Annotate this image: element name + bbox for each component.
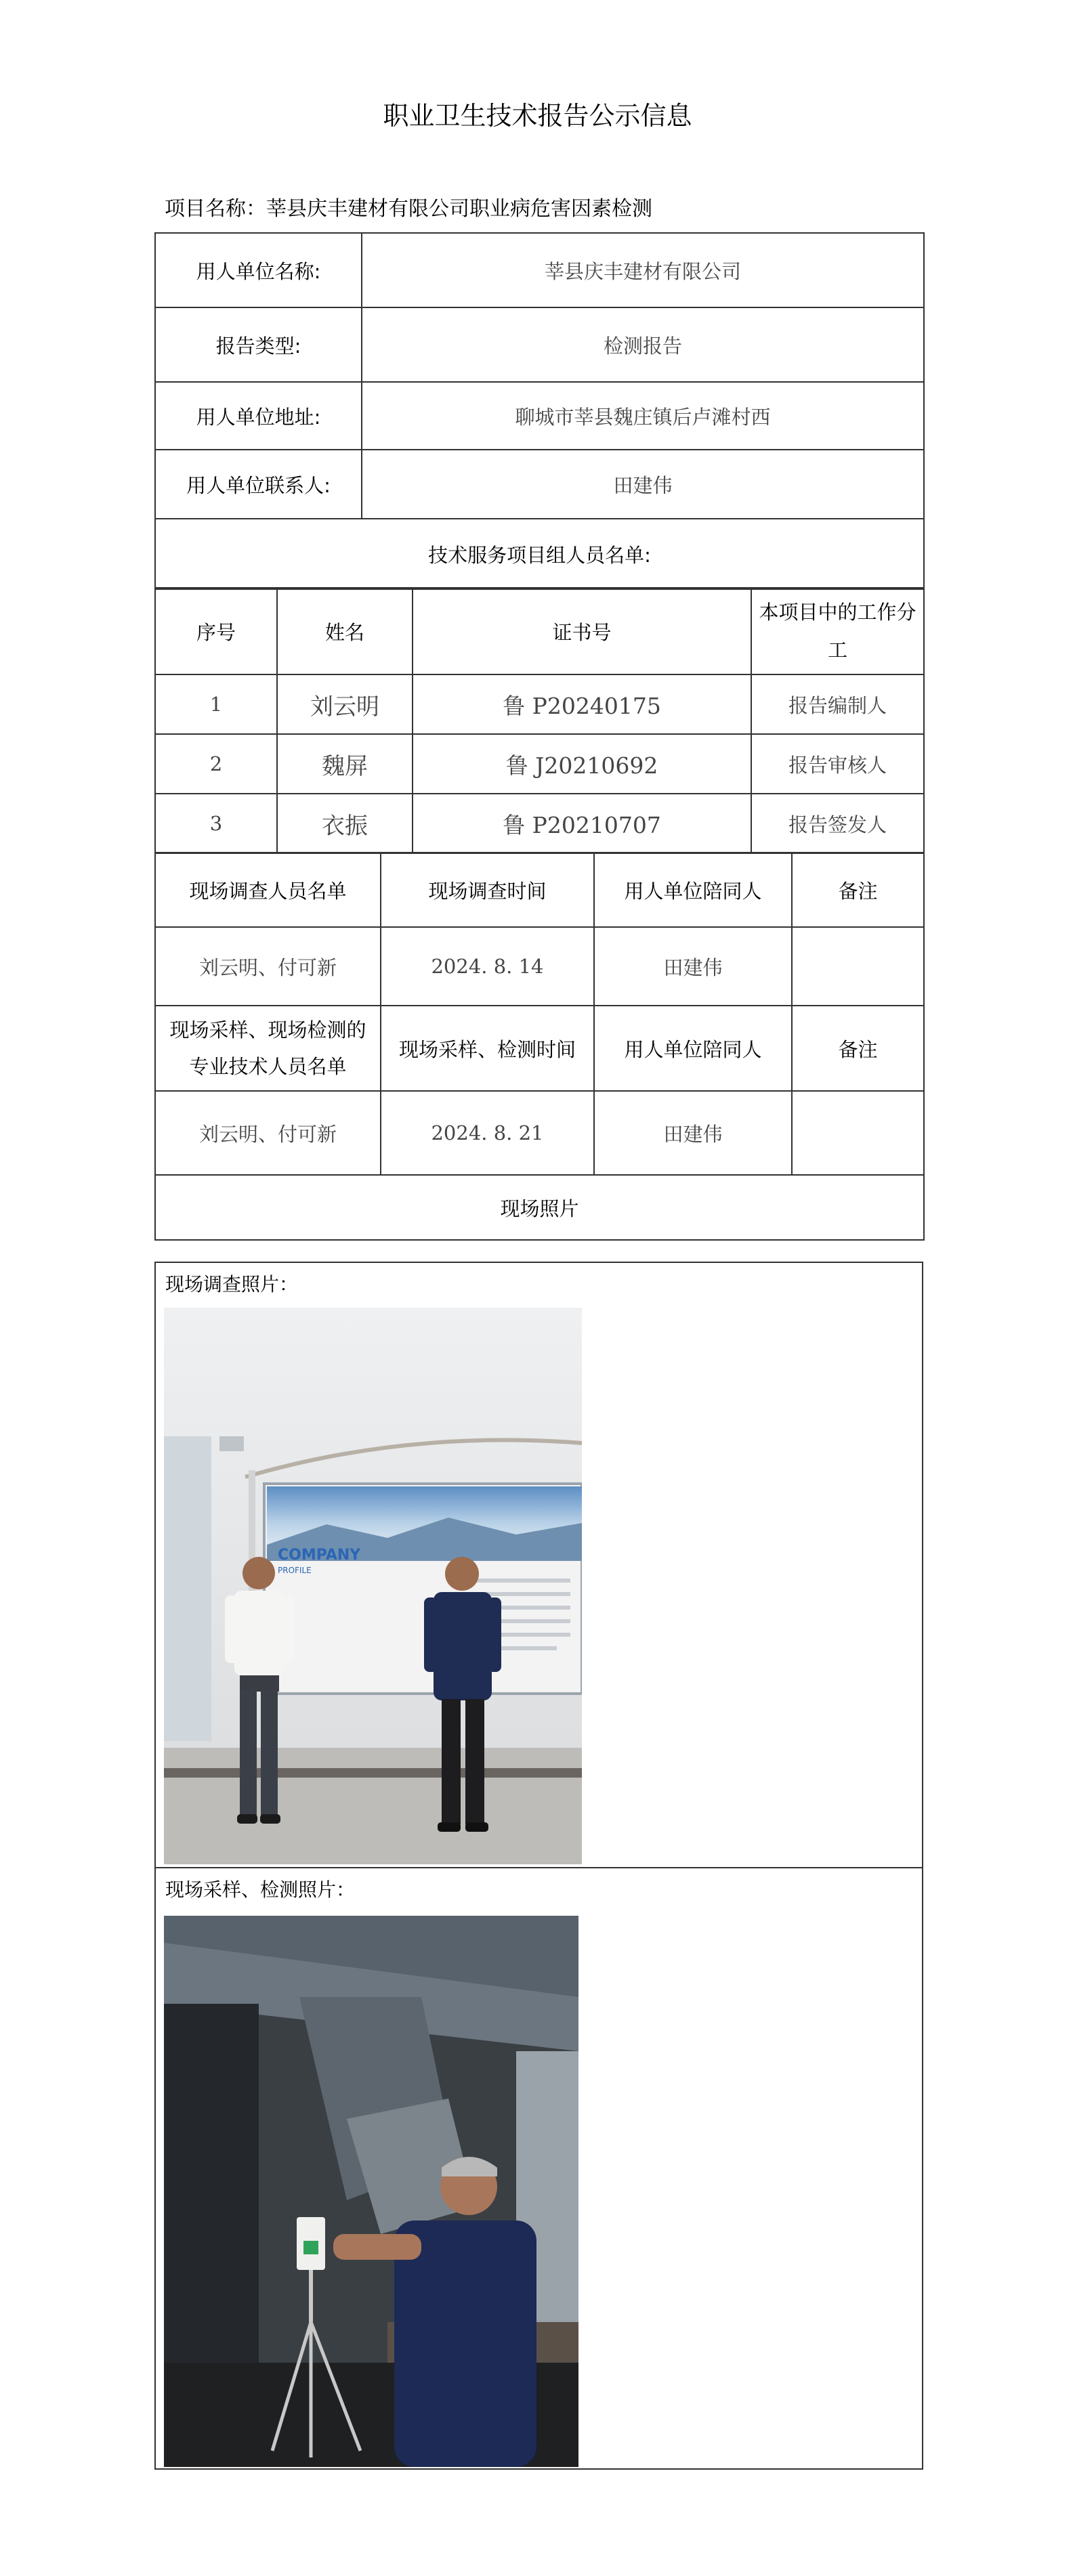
survey-header-escort: 用人单位陪同人: [594, 853, 792, 927]
contact-label: 用人单位联系人:: [155, 450, 362, 519]
team-heading-row: [155, 519, 924, 589]
team-no: 2: [155, 734, 277, 794]
sampling-photo-caption: 现场采样、检测照片：: [165, 1879, 356, 1901]
sampling-header-escort: 用人单位陪同人: [594, 1006, 792, 1091]
photos-heading-row: [155, 1175, 924, 1240]
sampling-photo: [164, 1916, 578, 2467]
sampling-header-staff: 现场采样、现场检测的专业技术人员名单: [155, 1006, 381, 1091]
team-cert-no: 鲁 P20240175: [413, 674, 751, 734]
board-subtext: PROFILE: [278, 1566, 312, 1575]
page-title: 职业卫生技术报告公示信息: [383, 101, 692, 131]
survey-photo-caption: 现场调查照片：: [165, 1273, 299, 1295]
sampling-header-time: 现场采样、检测时间: [381, 1006, 594, 1091]
team-role: 报告审核人: [751, 734, 924, 794]
team-cert-no: 鲁 P20210707: [413, 794, 751, 853]
fieldwork-table: [154, 852, 925, 1241]
address-row: [155, 382, 924, 450]
survey-remark: [792, 927, 924, 1006]
board-text: COMPANY: [278, 1547, 361, 1564]
contact-row: [155, 450, 924, 519]
team-member-name: 衣振: [277, 794, 413, 853]
survey-photo-box: [154, 1262, 923, 1868]
survey-time: 2024. 8. 14: [381, 927, 594, 1006]
report-type-label: 报告类型:: [155, 307, 362, 382]
team-header-role: 本项目中的工作分工: [751, 588, 924, 674]
survey-header-remark: 备注: [792, 853, 924, 927]
contact-value: 田建伟: [362, 450, 924, 519]
team-cert-no: 鲁 J20210692: [413, 734, 751, 794]
team-member-name: 刘云明: [277, 674, 413, 734]
info-table: [154, 232, 925, 590]
team-role: 报告编制人: [751, 674, 924, 734]
photos-heading: 现场照片: [155, 1175, 924, 1240]
survey-staff: 刘云明、付可新: [155, 927, 381, 1006]
table-row: [155, 1091, 924, 1175]
employer-name-row: [155, 233, 924, 307]
team-role: 报告签发人: [751, 794, 924, 853]
survey-header-time: 现场调查时间: [381, 853, 594, 927]
table-row: [155, 794, 924, 853]
survey-header-staff: 现场调查人员名单: [155, 853, 381, 927]
sampling-remark: [792, 1091, 924, 1175]
survey-escort: 田建伟: [594, 927, 792, 1006]
table-row: [155, 927, 924, 1006]
address-label: 用人单位地址:: [155, 382, 362, 450]
team-table: [154, 587, 925, 854]
team-heading: 技术服务项目组人员名单:: [155, 519, 924, 589]
project-label: 项目名称：: [165, 197, 266, 221]
team-no: 1: [155, 674, 277, 734]
team-header-row: [155, 588, 924, 674]
sampling-header-row: [155, 1006, 924, 1091]
report-type-value: 检测报告: [362, 307, 924, 382]
survey-photo: [164, 1308, 582, 1864]
project-name: [165, 192, 652, 221]
table-row: [155, 674, 924, 734]
report-type-row: [155, 307, 924, 382]
table-row: [155, 734, 924, 794]
address-value: 聊城市莘县魏庄镇后卢滩村西: [362, 382, 924, 450]
team-header-no: 序号: [155, 588, 277, 674]
sampling-header-remark: 备注: [792, 1006, 924, 1091]
employer-name-value: 莘县庆丰建材有限公司: [362, 233, 924, 307]
team-no: 3: [155, 794, 277, 853]
sampling-staff: 刘云明、付可新: [155, 1091, 381, 1175]
team-header-cert: 证书号: [413, 588, 751, 674]
project-value: 莘县庆丰建材有限公司职业病危害因素检测: [266, 197, 652, 221]
employer-name-label: 用人单位名称:: [155, 233, 362, 307]
sampling-time: 2024. 8. 21: [381, 1091, 594, 1175]
survey-header-row: [155, 853, 924, 927]
team-header-name: 姓名: [277, 588, 413, 674]
sampling-photo-box: [154, 1867, 923, 2470]
team-member-name: 魏屏: [277, 734, 413, 794]
sampling-escort: 田建伟: [594, 1091, 792, 1175]
